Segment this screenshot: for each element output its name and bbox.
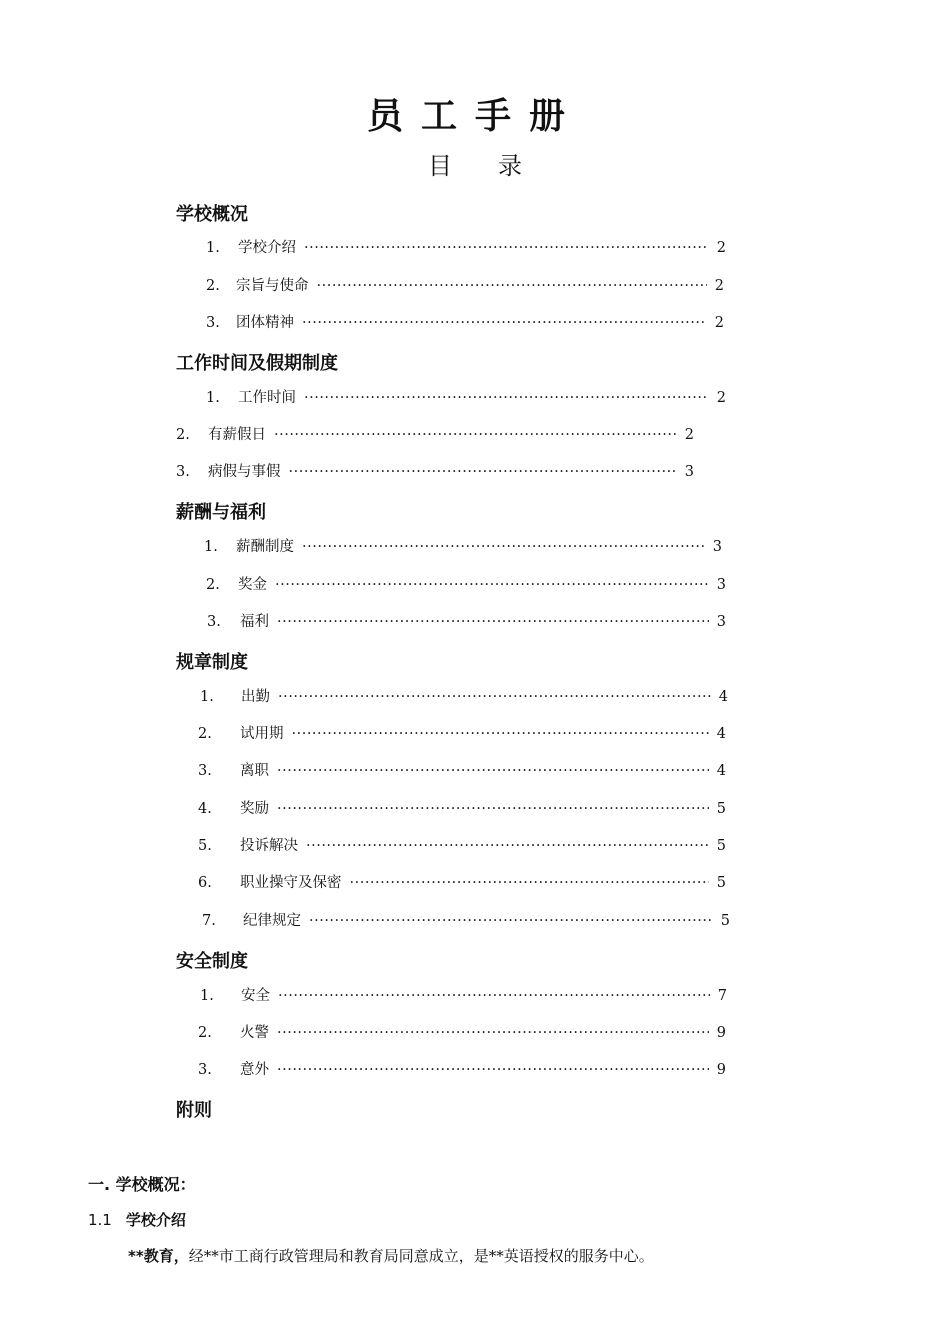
toc-section-heading: 薪酬与福利 (176, 502, 266, 523)
toc-entry-label: 意外 (240, 1062, 269, 1078)
toc-entry[interactable] (200, 985, 727, 1007)
toc-leader-dots (277, 798, 709, 820)
toc-entry-page: 4 (718, 689, 728, 705)
toc-entry-number: 2. (198, 1025, 212, 1041)
toc-entry-page: 5 (716, 875, 726, 891)
toc-entry-page: 4 (716, 726, 726, 742)
toc-entry-label: 有薪假日 (208, 427, 266, 443)
body-paragraph (128, 1245, 654, 1266)
toc-leader-dots (277, 760, 709, 782)
toc-entry-label: 奖励 (240, 801, 269, 817)
toc-entry-label: 福利 (240, 614, 269, 630)
toc-entry[interactable] (200, 686, 728, 708)
toc-entry-page: 2 (684, 427, 694, 443)
toc-entry-page: 3 (716, 577, 726, 593)
toc-leader-dots (278, 686, 711, 708)
toc-entry-page: 3 (712, 539, 722, 555)
paragraph-bold-lead: **教育， (128, 1247, 189, 1265)
toc-entry-number: 1. (206, 390, 220, 406)
toc-entry-page: 7 (717, 988, 727, 1004)
toc-entry[interactable] (198, 798, 726, 820)
toc-leader-dots (274, 424, 677, 446)
toc-leader-dots (304, 237, 709, 259)
toc-entry-label: 职业操守及保密 (240, 875, 342, 891)
toc-entry-label: 宗旨与使命 (236, 278, 309, 294)
toc-entry[interactable] (198, 872, 726, 894)
toc-entry-page: 3 (716, 614, 726, 630)
toc-entry-number: 2. (206, 278, 220, 294)
toc-entry-label: 团体精神 (236, 315, 294, 331)
subsection-number: 1.1 (88, 1211, 112, 1229)
toc-leader-dots (309, 910, 713, 932)
toc-entry-label: 试用期 (240, 726, 284, 742)
toc-leader-dots (277, 611, 709, 633)
toc-leader-dots (277, 1022, 709, 1044)
toc-entry[interactable] (198, 760, 726, 782)
toc-entry[interactable] (206, 574, 726, 596)
toc-entry-number: 3. (206, 315, 220, 331)
toc-section-heading: 学校概况 (176, 204, 248, 225)
toc-entry-number: 3. (176, 464, 190, 480)
toc-entry-label: 学校介绍 (238, 240, 296, 256)
subsection-title: 学校介绍 (125, 1211, 186, 1229)
toc-entry-label: 工作时间 (238, 390, 296, 406)
toc-entry-number: 1. (206, 240, 220, 256)
toc-entry[interactable] (198, 1059, 726, 1081)
toc-entry[interactable] (206, 312, 724, 334)
toc-leader-dots (275, 574, 709, 596)
toc-entry-number: 2. (176, 427, 190, 443)
toc-leader-dots (302, 312, 707, 334)
toc-leader-dots (302, 536, 705, 558)
toc-leader-dots (350, 872, 709, 894)
toc-leader-dots (277, 1059, 709, 1081)
toc-entry-page: 2 (716, 240, 726, 256)
toc-entry-number: 7. (202, 913, 216, 929)
toc-leader-dots (278, 985, 710, 1007)
toc-entry-label: 病假与事假 (208, 464, 281, 480)
toc-entry-page: 9 (716, 1025, 726, 1041)
toc-entry-label: 薪酬制度 (236, 539, 294, 555)
toc-leader-dots (292, 723, 709, 745)
toc-entry[interactable] (198, 1022, 726, 1044)
toc-entry-label: 离职 (240, 763, 269, 779)
toc-section-heading: 工作时间及假期制度 (176, 353, 338, 374)
toc-entry-page: 5 (716, 801, 726, 817)
toc-entry[interactable] (176, 424, 694, 446)
toc-entry-number: 1. (204, 539, 218, 555)
subsection-heading (88, 1209, 186, 1230)
document-title: 员工手册 (366, 96, 583, 137)
toc-entry-label: 奖金 (238, 577, 267, 593)
toc-entry-label: 火警 (240, 1025, 269, 1041)
toc-entry-number: 3. (198, 1062, 212, 1078)
toc-entry-page: 5 (720, 913, 730, 929)
toc-entry-label: 纪律规定 (243, 913, 301, 929)
toc-entry[interactable] (202, 910, 730, 932)
toc-entry-number: 3. (198, 763, 212, 779)
toc-leader-dots (317, 275, 707, 297)
chapter-heading: 一. 学校概况： (88, 1175, 196, 1194)
toc-entry-page: 2 (716, 390, 726, 406)
toc-entry-label: 出勤 (241, 689, 270, 705)
toc-entry-page: 3 (684, 464, 694, 480)
toc-entry-number: 2. (206, 577, 220, 593)
toc-entry[interactable] (198, 835, 726, 857)
toc-section-heading: 附则 (176, 1100, 212, 1121)
toc-entry-number: 4. (198, 801, 212, 817)
toc-entry-page: 2 (714, 315, 724, 331)
paragraph-text: 经**市工商行政管理局和教育局同意成立，是**英语授权的服务中心。 (188, 1247, 654, 1265)
toc-leader-dots (306, 835, 709, 857)
toc-entry[interactable] (206, 387, 726, 409)
toc-entry-number: 6. (198, 875, 212, 891)
toc-section-heading: 规章制度 (176, 652, 248, 673)
toc-entry-number: 1. (200, 988, 214, 1004)
toc-entry-number: 5. (198, 838, 212, 854)
toc-entry[interactable] (198, 723, 726, 745)
toc-leader-dots (289, 461, 677, 483)
toc-entry-page: 5 (716, 838, 726, 854)
toc-entry[interactable] (206, 275, 724, 297)
toc-entry-label: 安全 (241, 988, 270, 1004)
toc-entry-number: 2. (198, 726, 212, 742)
toc-entry-label: 投诉解决 (240, 838, 298, 854)
toc-entry-page: 2 (714, 278, 724, 294)
toc-entry[interactable] (207, 611, 726, 633)
toc-entry[interactable] (204, 536, 722, 558)
toc-entry-page: 4 (716, 763, 726, 779)
toc-section-heading: 安全制度 (176, 951, 248, 972)
toc-entry[interactable] (176, 461, 694, 483)
toc-title: 目录 (428, 152, 568, 180)
toc-entry-page: 9 (716, 1062, 726, 1078)
toc-entry[interactable] (206, 237, 726, 259)
toc-entry-number: 1. (200, 689, 214, 705)
toc-entry-number: 3. (207, 614, 221, 630)
toc-leader-dots (304, 387, 709, 409)
